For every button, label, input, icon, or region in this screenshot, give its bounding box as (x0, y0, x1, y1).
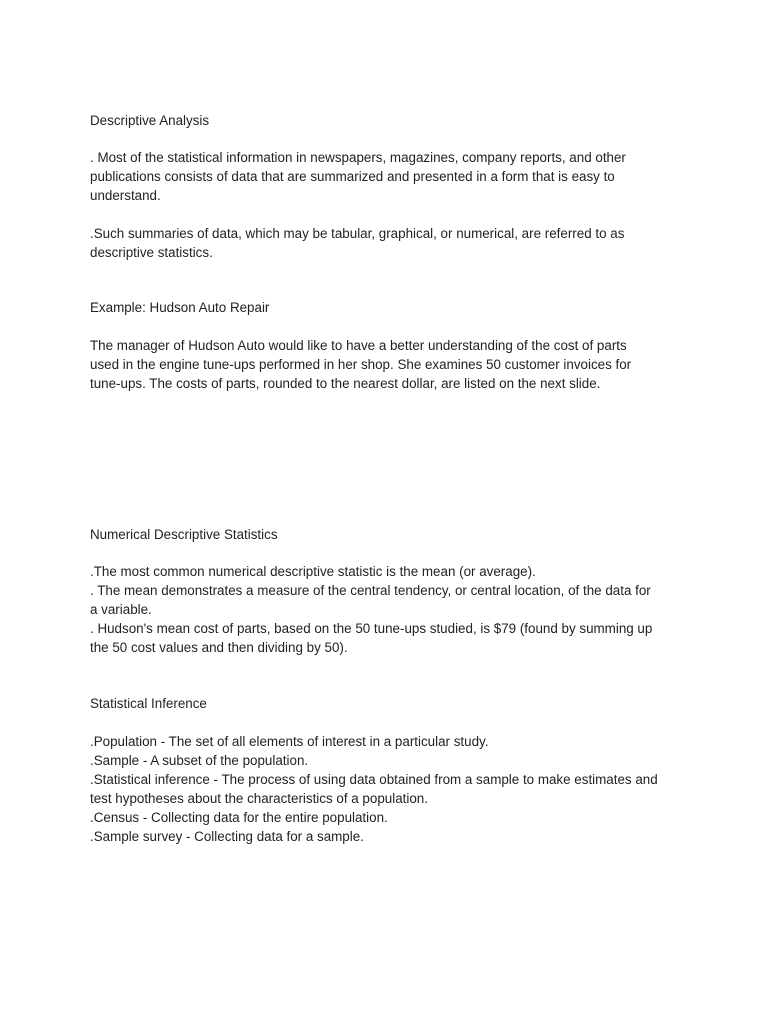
paragraph-line: test hypotheses about the characteristics of a population. (90, 791, 428, 806)
paragraph-line: The manager of Hudson Auto would like to have a better understanding of the cost of parts (90, 338, 627, 353)
paragraph-line: descriptive statistics. (90, 245, 213, 260)
paragraph-line: . The mean demonstrates a measure of the central tendency, or central location, of the data for (90, 583, 651, 598)
paragraph-line: tune-ups. The costs of parts, rounded to the nearest dollar, are listed on the next slide. (90, 376, 601, 391)
paragraph-line: . Hudson's mean cost of parts, based on the 50 tune-ups studied, is $79 (found by summing up (90, 621, 653, 636)
section-heading-hudson-auto-repair: Example: Hudson Auto Repair (90, 300, 270, 315)
section-heading-statistical-inference: Statistical Inference (90, 696, 207, 711)
section-heading-descriptive-analysis: Descriptive Analysis (90, 113, 210, 128)
paragraph-line: . Most of the statistical information in newspapers, magazines, company reports, and other (90, 150, 626, 165)
section-heading-numerical-descriptive-statistics: Numerical Descriptive Statistics (90, 527, 278, 542)
paragraph-line: .Sample - A subset of the population. (90, 753, 309, 768)
paragraph-line: publications consists of data that are summarized and presented in a form that is easy to (90, 169, 615, 184)
paragraph-line: .Census - Collecting data for the entire population. (90, 810, 388, 825)
paragraph-line: .Such summaries of data, which may be tabular, graphical, or numerical, are referred to as (90, 226, 625, 241)
paragraph-line: a variable. (90, 602, 152, 617)
paragraph-line: understand. (90, 188, 161, 203)
paragraph-line: .Statistical inference - The process of using data obtained from a sample to make estimates and (90, 772, 658, 787)
paragraph-line: used in the engine tune-ups performed in her shop. She examines 50 customer invoices for (90, 357, 632, 372)
paragraph-line: .Population - The set of all elements of interest in a particular study. (90, 734, 489, 749)
paragraph-line: .Sample survey - Collecting data for a sample. (90, 829, 364, 844)
paragraph-line: .The most common numerical descriptive statistic is the mean (or average). (90, 564, 536, 579)
paragraph-line: the 50 cost values and then dividing by 50). (90, 640, 348, 655)
